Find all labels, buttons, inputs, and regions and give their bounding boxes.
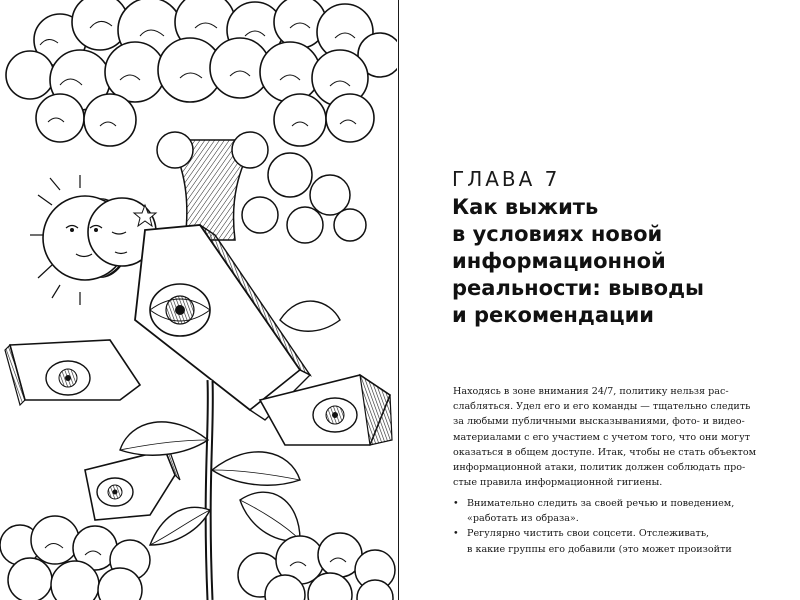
list-item-line: в какие группы его добавили (это может произойти xyxy=(467,543,732,555)
intro-line: за любыми публичными высказываниями, фото- и видео- xyxy=(453,416,745,428)
cloud-top-icon xyxy=(6,0,397,146)
list-item xyxy=(453,526,743,556)
intro-line: материалами с его участием с учетом того, что они могут xyxy=(453,431,751,443)
list-item-line: Внимательно следить за своей речью и поведением, xyxy=(467,498,735,509)
chapter-title-line: Как выжить xyxy=(452,195,599,219)
chapter-title-line: информационной xyxy=(452,249,666,273)
bullet-marker: • xyxy=(453,528,459,540)
list-item xyxy=(453,496,743,526)
intro-line: оказаться в общем доступе. Итак, чтобы не стать объектом xyxy=(453,446,757,458)
camera-left-icon xyxy=(5,340,140,405)
intro-line: слабляться. Удел его и его команды — тщательно следить xyxy=(453,401,751,413)
sun-moon-icon xyxy=(30,175,156,305)
camera-bottom-icon xyxy=(85,450,180,520)
bullet-marker: • xyxy=(453,498,459,509)
chapter-title-line: реальности: выводы xyxy=(452,276,705,300)
chapter-title-line: и рекомендации xyxy=(452,303,655,327)
text-page xyxy=(400,0,800,600)
recommendation-list xyxy=(453,496,743,557)
chapter-label: ГЛАВА 7 xyxy=(452,167,561,191)
list-item-line: «работать из образа». xyxy=(467,513,579,525)
intro-line: Находясь в зоне внимания 24/7, политику нельзя рас- xyxy=(453,386,729,397)
chapter-title-line: в условиях новой xyxy=(452,222,663,246)
intro-line: информационной атаки, политик должен соблюдать про- xyxy=(453,462,746,474)
list-item-line: Регулярно чистить свои соцсети. Отслеживать, xyxy=(467,528,710,540)
illustration-page xyxy=(0,0,397,600)
surveillance-tree-illustration xyxy=(0,0,397,600)
intro-line: стые правила информационной гигиены. xyxy=(453,477,663,489)
intro-paragraph xyxy=(453,384,757,490)
page-spine xyxy=(398,0,399,600)
chapter-title xyxy=(452,194,792,329)
